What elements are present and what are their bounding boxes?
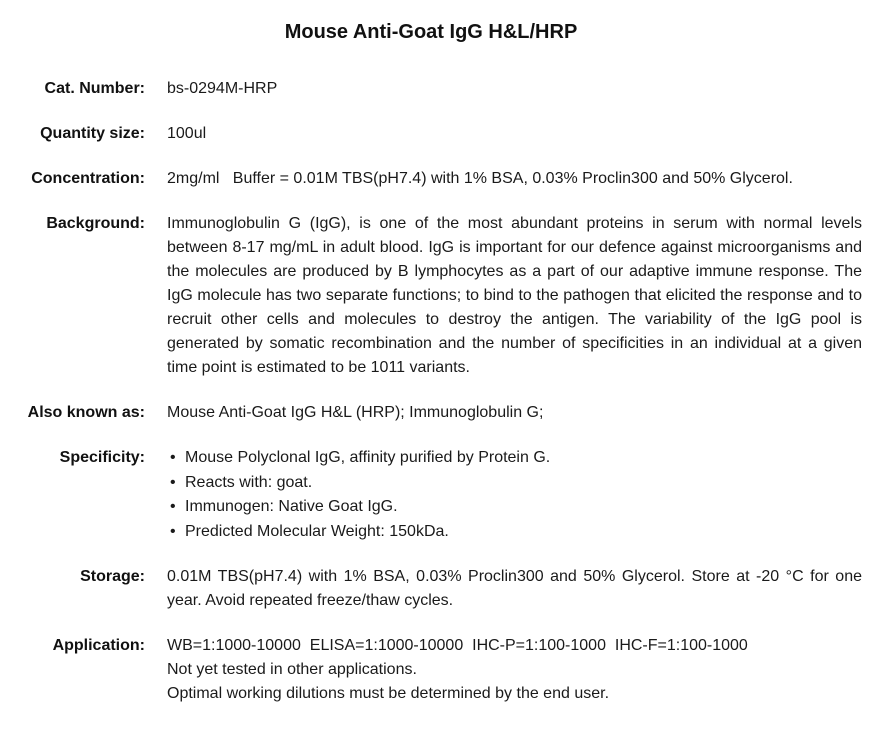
specificity-bullet-text: Reacts with: goat. — [185, 473, 313, 491]
field-label-background: Background: — [46, 215, 145, 232]
bullet-icon: • — [170, 522, 176, 540]
field-label-specificity: Specificity: — [59, 449, 145, 466]
field-row-concentration — [0, 167, 890, 191]
field-label-application: Application: — [52, 637, 145, 654]
field-row-also-known-as — [0, 401, 890, 425]
specificity-bullet-list — [167, 446, 862, 544]
field-value-quantity-size: 100ul — [167, 125, 207, 142]
field-row-specificity — [0, 446, 890, 544]
field-label-also-known-as: Also known as: — [27, 404, 145, 421]
specificity-bullet-item — [167, 446, 862, 471]
field-row-background — [0, 212, 890, 380]
field-value-cat-number: bs-0294M-HRP — [167, 80, 278, 97]
application-note-line: Not yet tested in other applications. — [167, 661, 417, 678]
bullet-icon: • — [170, 473, 176, 491]
specificity-bullet-text: Mouse Polyclonal IgG, affinity purified by Protein G. — [185, 449, 551, 466]
field-value-also-known-as: Mouse Anti-Goat IgG H&L (HRP); Immunoglobulin G; — [167, 404, 544, 421]
field-value-storage: 0.01M TBS(pH7.4) with 1% BSA, 0.03% Proclin300 and 50% Glycerol. Store at -20 °C for one year. Avoid repeated freeze/thaw cycles. — [167, 568, 862, 609]
field-label-concentration: Concentration: — [31, 170, 145, 187]
specificity-bullet-item — [167, 495, 862, 520]
field-label-storage: Storage: — [80, 568, 145, 585]
field-value-concentration: 2mg/ml Buffer = 0.01M TBS(pH7.4) with 1% BSA, 0.03% Proclin300 and 50% Glycerol. — [167, 170, 793, 187]
field-label-cat-number: Cat. Number: — [44, 80, 145, 97]
field-row-application — [0, 634, 890, 706]
field-row-storage — [0, 565, 890, 613]
specificity-bullet-text: Predicted Molecular Weight: 150kDa. — [185, 522, 449, 540]
field-rows — [0, 77, 890, 706]
application-dilutions-line: WB=1:1000-10000 ELISA=1:1000-10000 IHC-P=1:100-1000 IHC-F=1:100-1000 — [167, 637, 748, 654]
field-value-background: Immunoglobulin G (IgG), is one of the most abundant proteins in serum with normal levels between 8-17 mg/mL in adult blood. IgG is important for our defence against microorganisms and the molecules are produced by B lymphocytes as a part of our adaptive immune response. The IgG molecule has two separate functions; to bind to the pathogen that elicited the response and to recruit other cells and molecules to destroy the antigen. The variability of the IgG pool is generated by somatic recombination and the number of specificities in an individual at a given time point is estimated to be 1011 variants. — [167, 215, 862, 376]
field-row-cat-number — [0, 77, 890, 101]
datasheet-page — [0, 20, 890, 742]
application-disclaimer-line: Optimal working dilutions must be determined by the end user. — [167, 685, 610, 702]
page-title: Mouse Anti-Goat IgG H&L/HRP — [284, 21, 578, 43]
field-label-quantity-size: Quantity size: — [40, 125, 145, 142]
field-value-application — [167, 634, 862, 706]
specificity-bullet-item — [167, 520, 862, 545]
specificity-bullet-item — [167, 471, 862, 496]
bullet-icon: • — [170, 498, 176, 515]
bullet-icon: • — [170, 449, 176, 466]
field-value-specificity — [167, 446, 862, 544]
specificity-bullet-text: Immunogen: Native Goat IgG. — [185, 498, 398, 515]
field-row-quantity-size — [0, 122, 890, 146]
